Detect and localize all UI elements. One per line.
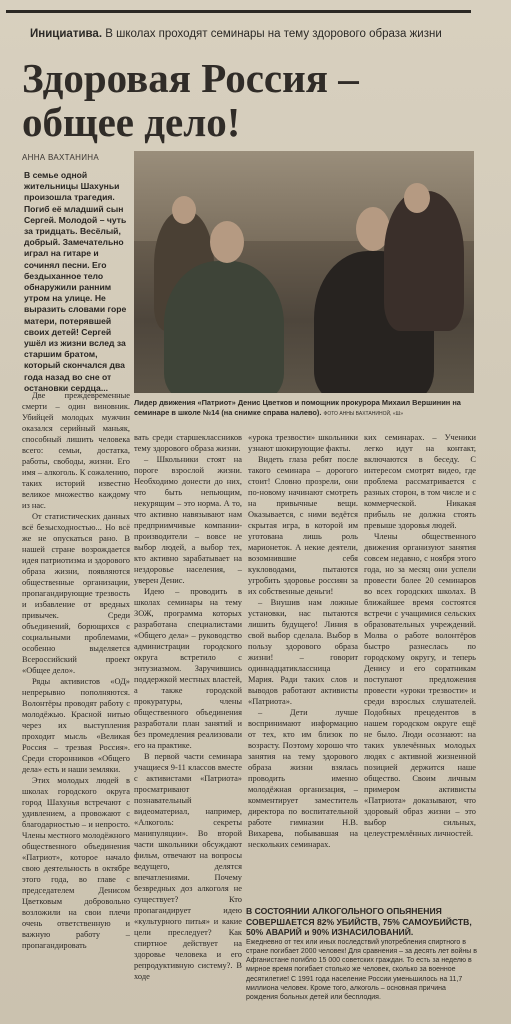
- photo-head-4: [404, 183, 430, 213]
- column-3-paragraph: – Внушив нам ложные установки, нас пытаются лишить будущего! Линия в свой выбор сделала. Выбор в пользу здорового образа жизни! – говорит одиннадцатиклассница Мария. Ради таких слов и выводов работают активисты «Патриота».: [248, 598, 358, 706]
- column-4-paragraph: Члены общественного движения организуют занятия совсем недавно, с ноября этого года, но за месяц они успели провести более 20 семинаров во всех городских школах. В ближайшее время состоятся встречи с учащимися сельских образовательных учреждений. Молва о работе волонтёров быстро разнеслась по городскому округу, и теперь Денису и его соратникам поступают предложения провести «уроки трезвости» и среди взрослых слушателей. Подобных прецедентов в нашем городском округе ещё не было. Люди осознают: на таких увлечённых молодых людях с активной жизненной позицией держится наше общество. Своим личным примером активисты «Патриота» доказывают, что здоровый образ жизни – это выбор сильных, целеустремлённых личностей.: [364, 532, 476, 838]
- column-3-paragraph: Видеть глаза ребят после такого семинара – дорогого стоит! Словно прозрели, они по-новому начинают смотреть на привычные вещи. Оказывается, с ними ведётся скрытая игра, в которой им уготована лишь роль марионеток. А некие деятели, возомнившие себя кукловодами, пытаются угробить здоровье россиян за их собственные деньги!: [248, 455, 358, 596]
- photo-credit: ФОТО АННЫ ВАХТАНИНОЙ, «Ш»: [323, 411, 403, 417]
- photo-head-2: [210, 221, 244, 263]
- statistics-box-body: Ежедневно от тех или иных последствий употребления спиртного в стране погибает 2000 человек! Для сравнения – за десять лет войны в Афганистане погибло 15 000 советских граждан. То есть за неделю в мирное время погибает столько же человек, сколько за военное десятилетие! С 1991 года население России уменьшилось на 11,7 миллиона человек. Кроме того, алкоголь – основная причина рождения больных детей или бесплодия.: [246, 938, 477, 1001]
- headline-line-2: общее дело!: [22, 99, 241, 145]
- photo-caption-block: [134, 398, 474, 419]
- author-byline: АННА ВАХТАНИНА: [22, 153, 99, 162]
- article-column-4: [364, 432, 476, 902]
- article-photo: [134, 151, 474, 393]
- column-2-paragraph: Идею – проводить в школах семинары на тему ЗОЖ, программа которых разработана специалистами «Общего дела» – руководство администрации городского округа встретило с энтузиазмом. Заручившись поддержкой местных властей, а также городской прокуратуры, члены общественного объединения разработали план занятий и без промедления реализовали его на практике.: [134, 587, 242, 750]
- article-column-3: [248, 432, 358, 902]
- headline: [22, 56, 492, 144]
- column-3-paragraph: – Дети лучше воспринимают информацию от тех, кто им близок по возрасту. Поэтому хорошо что занятия на тему здорового образа жизни взялась проводить именно молодёжная организация, – комментирует заместитель директора по воспитательной работе гимназии Н.В. Вихарева, побывавшая на нескольких семинарах.: [248, 708, 358, 849]
- column-4-paragraph: ких семинарах. – Ученики легко идут на контакт, включаются в беседу. С интересом смотрят видео, где проблема рассматривается с разных сторон, в том числе и с коммерческой. Никакая прибыль не должна стоять превыше здоровья людей.: [364, 433, 476, 530]
- photo-caption: Лидер движения «Патриот» Денис Цветков и помощник прокурора Михаил Вершинин на семинаре в школе №14 (на снимке справа налево).: [134, 398, 461, 417]
- headline-line-1: Здоровая Россия –: [22, 55, 359, 101]
- rubric-text: В школах проходят семинары на тему здорового образа жизни: [102, 28, 442, 40]
- column-1-paragraph: Две преждевременные смерти – один виновник. Убийцей молодых мужчин оказался серийный маньяк, способный лишить человека всего: семьи, достатка, работы, свободы, жизни. Его имя – алкоголь. К сожалению, таких историй известно великое множество каждому из нас.: [22, 391, 130, 510]
- photo-person-2: [164, 261, 284, 393]
- rubric-line: [30, 28, 500, 40]
- column-2-paragraph: В первой части семинара учащиеся 9-11 классов вместе с активистами «Патриота» просматривают познавательный видеоматериал, например, «Алкоголь: секреты манипуляции». Во второй части школьники обсуждают фильм, отвечают на вопросы ведущего, делятся впечатлениями. Почему безвредных доз алкоголя не существует? Кто пропагандирует идею «культурного питья» и какие цели преследует? Как спиртное действует на здоровье человека и его репродуктивную систему?. В ходе: [134, 752, 242, 981]
- article-column-1: [22, 390, 130, 1018]
- column-1-paragraph: Ряды активистов «ОД» непрерывно пополняются. Волонтёры проводят работу с молодёжью. Красной нитью через их выступления проходит мысль «Великая Россия – трезвая Россия». Среди сторонников «Общего дела» есть и наши земляки.: [22, 677, 130, 774]
- column-2-paragraph: – Школьники стоят на пороге взрослой жизни. Необходимо донести до них, что быть непьющим, некурящим – это норма. А то, что активно навязывают нам предприимчивые компании-производители – вовсе не выбор людей, а выбор тех, кто активно зарабатывает на нездоровье населения, – уверен Денис.: [134, 455, 242, 585]
- article-column-2: [134, 432, 242, 1018]
- rubric-label: Инициатива.: [30, 28, 103, 40]
- photo-head-1: [172, 196, 196, 224]
- photo-person-4: [384, 191, 464, 331]
- column-1-paragraph: Этих молодых людей в школах городского округа город Шахунья встречают с удивлением, а провожают с благодарностью – и непросто. Члены местного молодёжного общественного объединения «Патриот», которое начало свою деятельность в октябре этого года, во главе с председателем Денисом Цветковым добровольно возложили на свои плечи очень ответственную и важную работу – пропагандировать: [22, 776, 130, 950]
- statistics-box-title: В СОСТОЯНИИ АЛКОГОЛЬНОГО ОПЬЯНЕНИЯ СОВЕРШАЕТСЯ 82% УБИЙСТВ, 75% САМОУБИЙСТВ, 50% АВАРИЙ и 90% ИЗНАСИЛОВАНИЙ.: [246, 906, 472, 938]
- lead-paragraph: В семье одной жительницы Шахуньи произошла трагедия. Погиб её младший сын Сергей. Молодой – чуть за тридцать. Весёлый, добрый. Замечательно играл на гитаре и сочинял песни. Его бездыханное тело обнаружили ранним утром на улице. Не выразить словами горе матери, потерявшей своих детей! Сергей ушёл из жизни вслед за старшим братом, который скончался два года назад во сне от остановки сердца...: [24, 170, 127, 393]
- column-1-paragraph: От статистических данных всё безысходностью... Но всё же не опускаться рано. В нашей стране возрождается идея патриотизма и здорового образа жизни, появляются общественные организации, пропагандирующие трезвость и избавление от вредных привычек. Среди объединений, борющихся с социальными проблемами, особенно выделяется Всероссийский проект «Общее дело».: [22, 512, 130, 675]
- top-rule: [6, 10, 471, 13]
- column-3-paragraph: «урока трезвости» школьники узнают шокирующие факты.: [248, 433, 358, 453]
- statistics-box: [246, 906, 478, 1002]
- column-2-paragraph: вать среди старшеклассников тему здорового образа жизни.: [134, 433, 242, 453]
